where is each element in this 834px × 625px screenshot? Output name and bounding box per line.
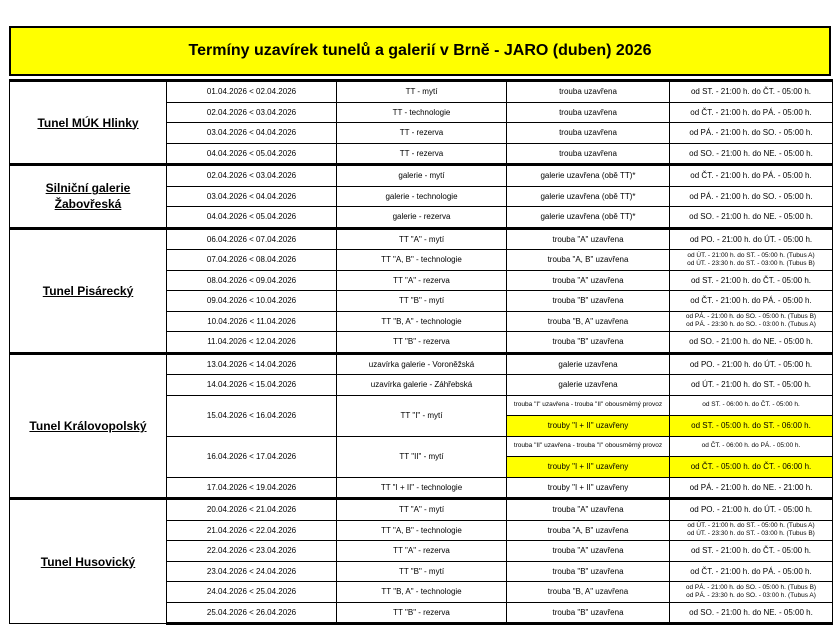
time-cell: od ČT. - 06:00 h. do PÁ. - 05:00 h. bbox=[670, 436, 833, 457]
date-range-cell: 04.04.2026 < 05.04.2026 bbox=[167, 143, 337, 165]
closure-cell: trouba "B" uzavřena bbox=[507, 291, 670, 312]
time-cell: od PO. - 21:00 h. do ÚT. - 05:00 h. bbox=[670, 228, 833, 250]
activity-cell: uzavírka galerie - Voroněžská bbox=[337, 353, 507, 375]
time-line-2: od PÁ. - 23:30 h. do SO. - 03:00 h. (Tubus A) bbox=[686, 591, 816, 599]
activity-cell: galerie - technologie bbox=[337, 186, 507, 207]
table-row bbox=[10, 228, 833, 250]
date-range-cell: 03.04.2026 < 04.04.2026 bbox=[167, 186, 337, 207]
activity-cell: galerie - rezerva bbox=[337, 207, 507, 229]
time-cell: od SO. - 21:00 h. do NE. - 05:00 h. bbox=[670, 143, 833, 165]
time-cell: od ST. - 21:00 h. do ČT. - 05:00 h. bbox=[670, 541, 833, 562]
document-title: Termíny uzavírek tunelů a galerií v Brně - JARO (duben) 2026 bbox=[9, 26, 831, 76]
closure-cell: trouba "A" uzavřena bbox=[507, 228, 670, 250]
date-range-cell: 15.04.2026 < 16.04.2026 bbox=[167, 395, 337, 436]
closure-cell: trouba "A, B" uzavřena bbox=[507, 520, 670, 541]
date-range-cell: 24.04.2026 < 25.04.2026 bbox=[167, 582, 337, 603]
closure-cell: galerie uzavřena (obě TT)* bbox=[507, 207, 670, 229]
closure-cell: trouba uzavřena bbox=[507, 81, 670, 103]
table-row bbox=[10, 499, 833, 521]
activity-cell: TT "A" - mytí bbox=[337, 228, 507, 250]
time-cell: od PÁ. - 21:00 h. do SO. - 05:00 h. bbox=[670, 123, 833, 144]
date-range-cell: 13.04.2026 < 14.04.2026 bbox=[167, 353, 337, 375]
time-cell: od ČT. - 21:00 h. do PÁ. - 05:00 h. bbox=[670, 291, 833, 312]
activity-cell: TT "A" - mytí bbox=[337, 499, 507, 521]
time-cell: od ČT. - 21:00 h. do PÁ. - 05:00 h. bbox=[670, 165, 833, 187]
closure-schedule-table bbox=[9, 79, 833, 625]
date-range-cell: 14.04.2026 < 15.04.2026 bbox=[167, 375, 337, 396]
closure-cell: trouba "B, A" uzavřena bbox=[507, 311, 670, 332]
closure-cell: trouba "B, A" uzavřena bbox=[507, 582, 670, 603]
closure-cell: trouby "I + II" uzavřeny bbox=[507, 477, 670, 499]
closure-cell: trouba "I" uzavřena - trouba "II" obousměrný provoz bbox=[507, 395, 670, 416]
date-range-cell: 10.04.2026 < 11.04.2026 bbox=[167, 311, 337, 332]
activity-cell: TT - rezerva bbox=[337, 123, 507, 144]
tunnel-name: Tunel Pisárecký bbox=[10, 228, 167, 353]
time-cell: od ČT. - 21:00 h. do PÁ. - 05:00 h. bbox=[670, 561, 833, 582]
time-cell: od PÁ. - 21:00 h. do NE. - 21:00 h. bbox=[670, 477, 833, 499]
date-range-cell: 21.04.2026 < 22.04.2026 bbox=[167, 520, 337, 541]
time-line-1: od PÁ. - 21:00 h. do SO. - 05:00 h. (Tubus B) bbox=[685, 583, 817, 591]
activity-cell: TT "A" - rezerva bbox=[337, 541, 507, 562]
activity-cell: TT "I + II" - technologie bbox=[337, 477, 507, 499]
table-row bbox=[10, 165, 833, 187]
time-cell-highlight: od ČT. - 05:00 h. do ČT. - 06:00 h. bbox=[670, 457, 833, 478]
time-line-1: od ÚT. - 21:00 h. do ST. - 05:00 h. (Tubus A) bbox=[687, 251, 815, 259]
activity-cell: TT "A, B" - technologie bbox=[337, 250, 507, 271]
table-row bbox=[10, 81, 833, 103]
date-range-cell: 16.04.2026 < 17.04.2026 bbox=[167, 436, 337, 477]
activity-cell: TT - technologie bbox=[337, 102, 507, 123]
time-line-2: od ÚT. - 23:30 h. do ST. - 03:00 h. (Tubus B) bbox=[687, 530, 815, 538]
activity-cell: TT "B" - rezerva bbox=[337, 602, 507, 624]
time-cell: od SO. - 21:00 h. do NE. - 05:00 h. bbox=[670, 602, 833, 624]
time-cell: od ČT. - 21:00 h. do PÁ. - 05:00 h. bbox=[670, 102, 833, 123]
activity-cell: TT "B" - mytí bbox=[337, 291, 507, 312]
time-cell-highlight: od ST. - 05:00 h. do ST. - 06:00 h. bbox=[670, 416, 833, 437]
date-range-cell: 09.04.2026 < 10.04.2026 bbox=[167, 291, 337, 312]
closure-cell: trouba "B" uzavřena bbox=[507, 602, 670, 624]
date-range-cell: 25.04.2026 < 26.04.2026 bbox=[167, 602, 337, 624]
date-range-cell: 08.04.2026 < 09.04.2026 bbox=[167, 270, 337, 291]
closure-cell: galerie uzavřena (obě TT)* bbox=[507, 186, 670, 207]
date-range-cell: 06.04.2026 < 07.04.2026 bbox=[167, 228, 337, 250]
closure-cell: trouba "II" uzavřena - trouba "I" obousměrný provoz bbox=[507, 436, 670, 457]
date-range-cell: 20.04.2026 < 21.04.2026 bbox=[167, 499, 337, 521]
closure-cell: trouba "A" uzavřena bbox=[507, 541, 670, 562]
tunnel-name: Silniční galerie Žabovřeská bbox=[10, 165, 167, 229]
activity-cell: TT "B, A" - technologie bbox=[337, 582, 507, 603]
closure-cell: galerie uzavřena bbox=[507, 375, 670, 396]
date-range-cell: 04.04.2026 < 05.04.2026 bbox=[167, 207, 337, 229]
time-cell bbox=[670, 582, 833, 603]
time-cell: od ÚT. - 21:00 h. do ST. - 05:00 h. bbox=[670, 375, 833, 396]
time-cell: od PO. - 21:00 h. do ÚT. - 05:00 h. bbox=[670, 353, 833, 375]
tunnel-name: Tunel MÚK Hlinky bbox=[10, 81, 167, 165]
activity-cell: TT "A" - rezerva bbox=[337, 270, 507, 291]
activity-cell: TT "B" - mytí bbox=[337, 561, 507, 582]
activity-cell: TT "II" - mytí bbox=[337, 436, 507, 477]
time-line-1: od ÚT. - 21:00 h. do ST. - 05:00 h. (Tubus A) bbox=[687, 522, 815, 530]
time-cell: od ST. - 06:00 h. do ČT. - 05:00 h. bbox=[670, 395, 833, 416]
time-cell: od ST. - 21:00 h. do ČT. - 05:00 h. bbox=[670, 270, 833, 291]
time-cell: od PÁ. - 21:00 h. do SO. - 05:00 h. bbox=[670, 186, 833, 207]
time-line-1: od PÁ. - 21:00 h. do SO. - 05:00 h. (Tubus B) bbox=[685, 313, 817, 321]
activity-cell: TT "A, B" - technologie bbox=[337, 520, 507, 541]
closure-cell: galerie uzavřena bbox=[507, 353, 670, 375]
date-range-cell: 11.04.2026 < 12.04.2026 bbox=[167, 332, 337, 354]
closure-cell: trouba "A" uzavřena bbox=[507, 270, 670, 291]
date-range-cell: 02.04.2026 < 03.04.2026 bbox=[167, 165, 337, 187]
time-cell: od SO. - 21:00 h. do NE. - 05:00 h. bbox=[670, 207, 833, 229]
activity-cell: TT "I" - mytí bbox=[337, 395, 507, 436]
time-line-2: od PÁ. - 23:30 h. do SO. - 03:00 h. (Tubus A) bbox=[686, 321, 816, 329]
closure-cell: galerie uzavřena (obě TT)* bbox=[507, 165, 670, 187]
time-line-2: od ÚT. - 23:30 h. do ST. - 03:00 h. (Tubus B) bbox=[687, 259, 815, 267]
closure-cell: trouba "A" uzavřena bbox=[507, 499, 670, 521]
closure-cell: trouba uzavřena bbox=[507, 102, 670, 123]
time-cell: od SO. - 21:00 h. do NE. - 05:00 h. bbox=[670, 332, 833, 354]
time-cell bbox=[670, 250, 833, 271]
tunnel-name: Tunel Královopolský bbox=[10, 353, 167, 499]
closure-cell: trouba "A, B" uzavřena bbox=[507, 250, 670, 271]
date-range-cell: 23.04.2026 < 24.04.2026 bbox=[167, 561, 337, 582]
date-range-cell: 17.04.2026 < 19.04.2026 bbox=[167, 477, 337, 499]
table-row bbox=[10, 353, 833, 375]
activity-cell: TT "B, A" - technologie bbox=[337, 311, 507, 332]
time-cell: od PO. - 21:00 h. do ÚT. - 05:00 h. bbox=[670, 499, 833, 521]
activity-cell: uzavírka galerie - Záhřebská bbox=[337, 375, 507, 396]
date-range-cell: 07.04.2026 < 08.04.2026 bbox=[167, 250, 337, 271]
closure-cell: trouba uzavřena bbox=[507, 143, 670, 165]
closure-cell-highlight: trouby "I + II" uzavřeny bbox=[507, 416, 670, 437]
activity-cell: TT - mytí bbox=[337, 81, 507, 103]
activity-cell: TT - rezerva bbox=[337, 143, 507, 165]
date-range-cell: 02.04.2026 < 03.04.2026 bbox=[167, 102, 337, 123]
closure-cell: trouba "B" uzavřena bbox=[507, 561, 670, 582]
date-range-cell: 03.04.2026 < 04.04.2026 bbox=[167, 123, 337, 144]
date-range-cell: 22.04.2026 < 23.04.2026 bbox=[167, 541, 337, 562]
date-range-cell: 01.04.2026 < 02.04.2026 bbox=[167, 81, 337, 103]
activity-cell: TT "B" - rezerva bbox=[337, 332, 507, 354]
time-cell: od ST. - 21:00 h. do ČT. - 05:00 h. bbox=[670, 81, 833, 103]
closure-cell-highlight: trouby "I + II" uzavřeny bbox=[507, 457, 670, 478]
closure-cell: trouba "B" uzavřena bbox=[507, 332, 670, 354]
time-cell bbox=[670, 311, 833, 332]
tunnel-name: Tunel Husovický bbox=[10, 499, 167, 624]
activity-cell: galerie - mytí bbox=[337, 165, 507, 187]
time-cell bbox=[670, 520, 833, 541]
closure-cell: trouba uzavřena bbox=[507, 123, 670, 144]
